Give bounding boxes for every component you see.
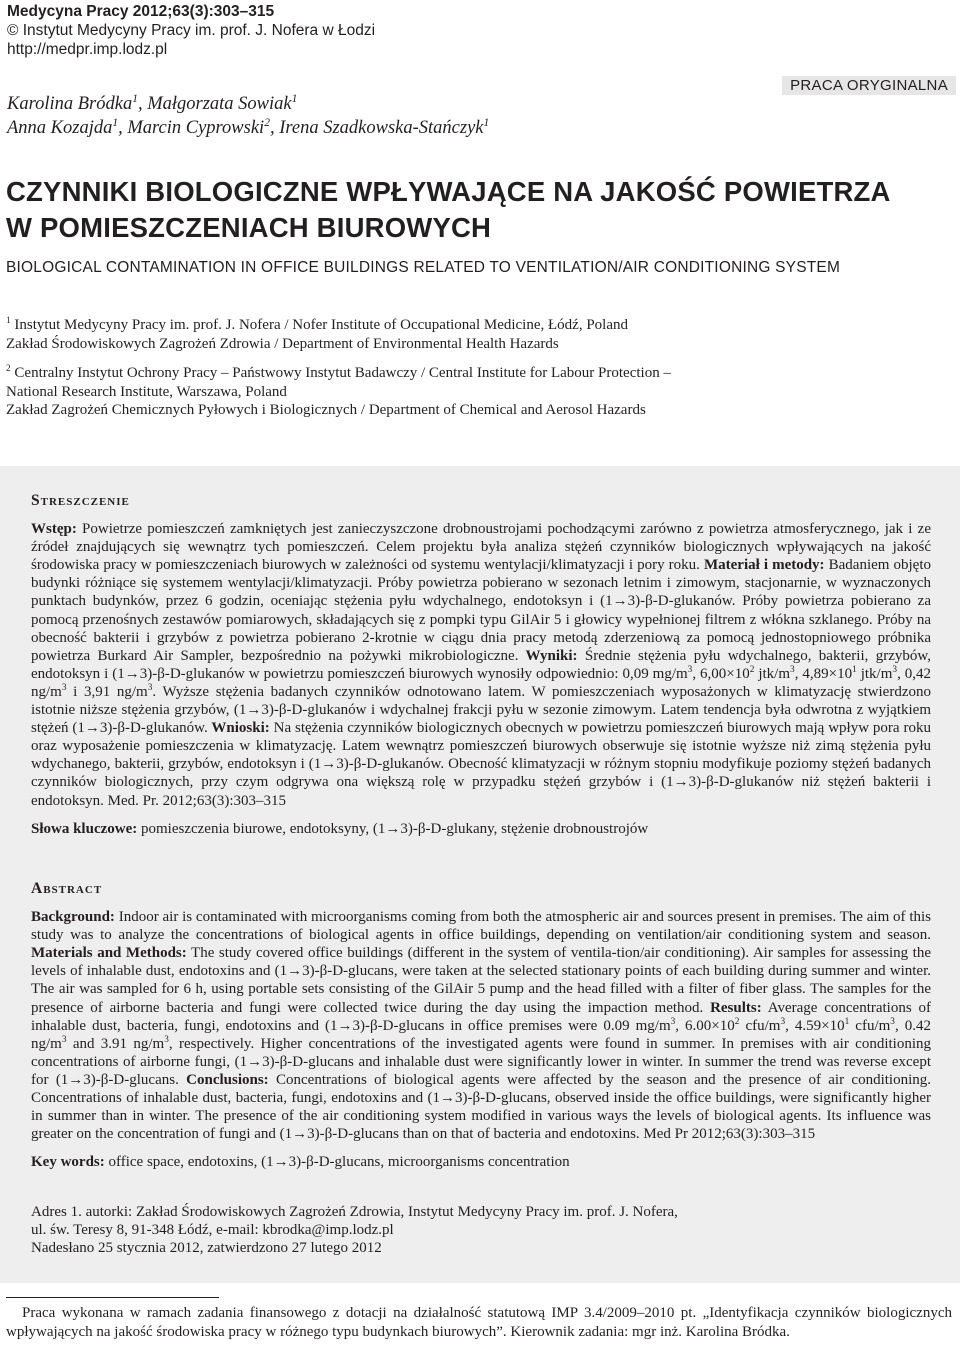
label-wyniki: Wyniki: xyxy=(518,647,578,664)
label-material: Materiał i metody: xyxy=(699,557,825,574)
affiliations xyxy=(6,316,946,420)
streszczenie-section xyxy=(31,492,931,838)
affiliation-2-line-3: Zakład Zagrożeń Chemicznych Pyłowych i Biologicznych / Department of Chemical and Aerosol Hazards xyxy=(6,402,646,418)
journal-header xyxy=(7,2,375,59)
title-polish xyxy=(6,174,891,246)
label-wnioski: Wnioski: xyxy=(207,720,270,737)
author-affil-num: 1 xyxy=(291,92,298,105)
text-slowa-kluczowe: pomieszczenia biurowe, endotoksyny, (1→3)-β-D-glukany, stężenie drobnoustrojów xyxy=(137,820,649,837)
footnote-rule xyxy=(6,1297,219,1298)
text-wyniki: jtk/m xyxy=(754,665,791,682)
text-wyniki: , 4,89×10 xyxy=(794,665,853,682)
text-wstep: Powietrze pomieszczeń zamkniętych jest zanieczyszczone drobnoustrojami pochodzącymi zarówno z powietrza atmosferycznego, jak i ze źródeł znajdujących się wewnątrz tych pomieszczeń. Celem projektu była analiza stężeń czynników biologicznych wpływających na jakość środowiska pracy w pomieszczeniach biurowych w zależności od systemu wentylacji/klimatyzacji i pory roku. xyxy=(31,521,931,574)
text-wyniki: , 6,00×10 xyxy=(692,665,750,682)
author-affil-num: 1 xyxy=(132,92,138,105)
author-name: Karolina Bródka xyxy=(7,94,133,114)
text-wyniki: . Wyższe stężenia badanych czynników odnotowano latem. W pomieszczeniach wyposażonych w klimatyzację stwierdzono istotnie niższe stężenia grzybów, (1→3)-β-D-glukanów i wdychalnej frakcji pyłu w sezonie zimowym. Latem tendencja była odwrotna z wyjątkiem stężeń (1→3)-β-D-glukanów. xyxy=(31,683,931,737)
text-results: cfu/m xyxy=(739,1017,781,1034)
text-results: , respectively. Higher concentrations of the investigated agents were found in summer. In premises with air conditioning concentrations of airborne fungi, (1→3)-β-D-glucans and inhalable dust were significantly lower in winter. In summer the trend was reverse except for (1→3)-β-D-glucans. xyxy=(31,1035,931,1088)
text-results: , 0.42 ng/m xyxy=(31,1017,931,1052)
title-polish-line-1: CZYNNIKI BIOLOGICZNE WPŁYWAJĄCE NA JAKOŚĆ POWIETRZA xyxy=(6,176,891,207)
funding-text: Praca wykonana w ramach zadania finansowego z dotacji na działalność statutową IMP 3.4/2009–2010 pt. „Identyfikacja czynników biologicznych wpływających na jakość środowiska pracy w różnego typu budynkach biurowych”. Kierownik zadania: mgr inż. Karolina Bródka. xyxy=(6,1305,952,1340)
affil-num: 1 xyxy=(6,316,11,326)
authors xyxy=(7,92,489,140)
exponent: 3 xyxy=(61,682,67,693)
author-name: Marcin Cyprowski xyxy=(127,118,265,138)
text-results: cfu/m xyxy=(849,1017,891,1034)
author-sep: , xyxy=(118,118,128,138)
journal-copyright: © Instytut Medycyny Pracy im. prof. J. Nofera w Łodzi xyxy=(7,22,376,39)
author-name: Małgorzata Sowiak xyxy=(147,94,292,114)
address-line-1: Adres 1. autorki: Zakład Środowiskowych Zagrożeń Zdrowia, Instytut Medycyny Pracy im. prof. J. Nofera, xyxy=(31,1204,678,1220)
label-slowa-kluczowe: Słowa kluczowe: xyxy=(31,820,138,837)
author-sep: , xyxy=(137,94,148,114)
exponent: 3 xyxy=(61,1034,67,1045)
exponent: 2 xyxy=(749,664,755,675)
author-sep: , xyxy=(269,118,280,138)
address-line-2: ul. św. Teresy 8, 91-348 Łódź, e-mail: kbrodka@imp.lodz.pl xyxy=(31,1222,394,1238)
text-material: Badaniem objęto budynki różniące się systemem wentylacji/klimatyzacji. Próby powietrza pobierano w sezonach letnim i zimowym, stacjonarnie, w wyznaczonych punktach budynków, przez 6 godzin, oceniając stężenia pyłu wdychalnego, endotoksyn i (1→3)-β-D-glukanów. Próby powietrza pobierano za pomocą przenośnych zestawów pomiarowych, składających się z pompki typu GilAir 5 i głowicy wypełnionej filtrem z włókna szklanego. Próby na obecność bakterii i grzybów z powietrza pobierano 2-krotnie w ciągu dnia pracy metodą zderzeniową za pomocą jednostopniowego próbnika powietrza Burkard Air Sampler, bezpośrednio na pożywki mikrobiologiczne. xyxy=(31,557,931,664)
address-dates: Nadesłano 25 stycznia 2012, zatwierdzono 27 lutego 2012 xyxy=(31,1240,382,1256)
text-wyniki: , 0,42 ng/m xyxy=(31,665,932,700)
authors-line-1 xyxy=(7,92,489,116)
affiliation-2-line-2: National Research Institute, Warszawa, Poland xyxy=(6,383,287,400)
affil-num: 2 xyxy=(6,364,11,374)
label-key-words: Key words: xyxy=(31,1154,105,1171)
exponent: 1 xyxy=(844,1016,850,1027)
abstract-body xyxy=(31,908,931,1143)
label-methods: Materials and Methods: xyxy=(31,945,187,962)
label-conclusions: Conclusions: xyxy=(178,1071,269,1088)
text-wnioski: Na stężenia czynników biologicznych obecnych w powietrzu pomieszczeń biurowych mają wpływ pora roku oraz wyposażenie pomieszczenia w klimatyzację. Latem wewnątrz pomieszczeń biurowych obserwuje się istotnie wyższe niż zimą stężenia pyłu wdychanego, bakterii, grzybów, endotoksyn i (1→3)-β-D-glukanów. Obecność klimatyzacji w różnym stopniu modyfikuje poziomy stężeń badanych czynników biologicznych, przy czym odgrywa ona większą rolę w przypadku stężeń grzybów i (1→3)-β-D-glukanów niż stężeń bakterii i endotoksyn. Med. Pr. 2012;63(3):303–315 xyxy=(31,720,931,809)
text-methods: The study covered office buildings (different in the system of ventila-tion/air conditioning). Air samples for assessing the levels of inhalable dust, endotoxins and (1→3)-β-D-glucans, were taken at the selected stationary points of each building during summer and winter. The air was sampled for 6 h, using portable sets consisting of the GilAir 5 pump and the head filled with a filter of fiber glass. The samples for the presence of airborne bacteria and fungi were collected twice during the day using the impaction method. xyxy=(31,945,931,1016)
text-results: and 3.91 ng/m xyxy=(66,1035,165,1052)
label-wstep: Wstęp: xyxy=(31,521,77,538)
correspondence-address xyxy=(31,1203,678,1257)
affil-text: Centralny Instytut Ochrony Pracy – Państwowy Instytut Badawczy / Central Institute for Labour Protection – xyxy=(10,365,671,381)
journal-url[interactable]: http://medpr.imp.lodz.pl xyxy=(7,41,168,58)
text-wyniki: Średnie stężenia pyłu wdychalnego, bakterii, grzybów, endotoksyn i (1→3)-β-D-glukanów w powietrzu pomieszczeń biurowych wynosiły odpowiednio: 0,09 mg/m xyxy=(31,647,931,682)
key-words xyxy=(31,1153,931,1171)
affiliation-1-line-1 xyxy=(6,316,946,335)
funding-footnote xyxy=(6,1304,952,1341)
streszczenie-heading: Streszczenie xyxy=(31,492,130,509)
affiliation-2-line-1 xyxy=(6,364,946,383)
affiliation-1-line-2: Zakład Środowiskowych Zagrożeń Zdrowia / Department of Environmental Health Hazards xyxy=(6,335,559,352)
abstract-section xyxy=(31,880,931,1171)
label-results: Results: xyxy=(703,999,762,1016)
text-results: , 4.59×10 xyxy=(785,1017,845,1034)
author-affil-num: 1 xyxy=(112,116,119,129)
exponent: 3 xyxy=(164,1034,169,1045)
text-background: Indoor air is contaminated with microorganisms coming from both the atmospheric air and sources present in premises. The aim of this study was to analyze the concentrations of biological agents in office buildings, depending on ventilation/air conditioning system and season. xyxy=(31,909,931,944)
slowa-kluczowe xyxy=(31,820,931,838)
author-affil-num: 2 xyxy=(264,116,270,129)
exponent: 3 xyxy=(147,682,153,693)
title-polish-line-2: W POMIESZCZENIACH BIUROWYCH xyxy=(6,212,492,243)
author-name: Anna Kozajda xyxy=(7,118,113,138)
exponent: 3 xyxy=(890,1016,895,1027)
abstract-heading: Abstract xyxy=(31,880,103,897)
exponent: 3 xyxy=(780,1016,786,1027)
text-results: Average concentrations of inhalable dust, bacteria, fungi, endotoxins and (1→3)-β-D-glucans in office premises were 0.09 mg/m xyxy=(31,999,931,1034)
title-english: BIOLOGICAL CONTAMINATION IN OFFICE BUILDINGS RELATED TO VENTILATION/AIR CONDITIONING SYSTEM xyxy=(6,259,841,276)
streszczenie-body xyxy=(31,520,931,810)
journal-citation: Medycyna Pracy 2012;63(3):303–315 xyxy=(7,3,275,20)
text-results: , 6.00×10 xyxy=(675,1017,735,1034)
exponent: 3 xyxy=(670,1016,676,1027)
exponent: 3 xyxy=(790,664,795,675)
text-wyniki: jtk/m xyxy=(856,665,893,682)
text-key-words: office space, endotoxins, (1→3)-β-D-glucans, microorganisms concentration xyxy=(104,1154,570,1171)
author-affil-num: 1 xyxy=(483,116,490,129)
exponent: 2 xyxy=(734,1016,740,1027)
affil-text: Instytut Medycyny Pracy im. prof. J. Nofera / Nofer Institute of Occupational Medicine, Łódź, Poland xyxy=(10,317,628,333)
text-wyniki: i 3,91 ng/m xyxy=(66,683,148,700)
exponent: 3 xyxy=(892,664,898,675)
authors-line-2 xyxy=(7,116,489,140)
exponent: 3 xyxy=(687,664,693,675)
label-background: Background: xyxy=(31,909,115,926)
article-type-badge: PRACA ORYGINALNA xyxy=(782,76,956,95)
author-name: Irena Szadkowska-Stańczyk xyxy=(279,118,484,138)
text-conclusions: Concentrations of biological agents were affected by the season and the presence of air conditioning. Concentrations of inhalable dust, bacteria, fungi, endotoxins and (1→3)-β-D-glucans, observed inside the office buildings, were significantly higher in summer than in winter. The presence of the air conditioning system modified in various ways the levels of biological agents. Its influence was greater on the concentration of fungi and (1→3)-β-D-glucans than on that of bacteria and endotoxins. Med Pr 2012;63(3):303–315 xyxy=(31,1071,931,1143)
exponent: 1 xyxy=(852,664,857,675)
